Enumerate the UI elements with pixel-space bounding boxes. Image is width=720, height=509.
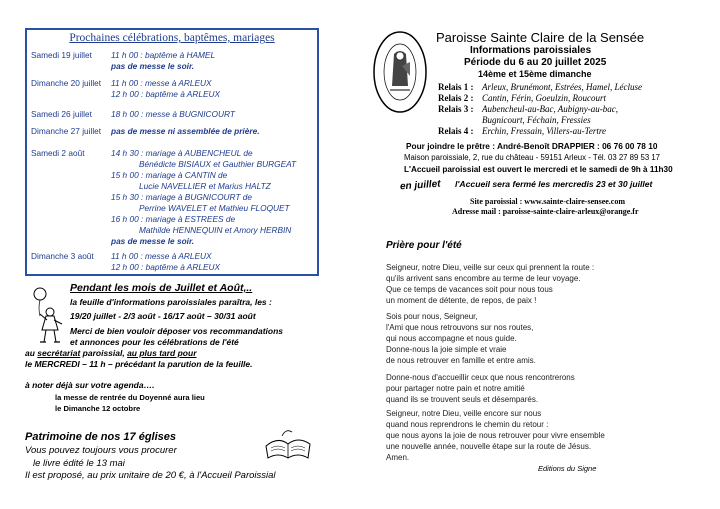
prayer-stanza: Seigneur, notre Dieu, veille encore sur nous quand nous reprendrons le chemin du retour : que nous ayons la joie de nous retrouver pour vivre ensemble une nouvelle année, nouvelle étape sur la route de Jésus. Amen. (386, 409, 605, 462)
schedule-box (25, 28, 319, 276)
relais-villages: Erchin, Fressain, Villers-au-Tertre (482, 126, 606, 136)
relais-label: Relais 4 : (438, 126, 474, 136)
accueil-closed: l'Accueil sera fermé les mercredis 23 et 30 juillet (455, 179, 653, 189)
agenda-line: le Dimanche 12 octobre (55, 404, 141, 413)
relais-villages: Bugnicourt, Féchain, Fressies (482, 115, 591, 125)
parish-sundays: 14ème et 15ème dimanche (478, 69, 592, 79)
summer-deadline: le MERCREDI – 11 h – précédant la parution de la feuille. (25, 359, 253, 369)
heritage-line: Vous pouvez toujours vous procurer (25, 445, 177, 456)
summer-thanks: Merci de bien vouloir déposer vos recommandations (70, 326, 284, 336)
schedule-day: Dimanche 20 juillet (31, 78, 102, 88)
relais-label: Relais 2 : (438, 93, 474, 103)
prayer-source: Editions du Signe (538, 464, 597, 473)
schedule-event: 11 h 00 : messe à ARLEUX 12 h 00 : baptême à ARLEUX (111, 251, 221, 272)
balloon-person-illustration (26, 284, 74, 350)
parish-info: Informations paroissiales (470, 45, 592, 56)
heritage-title: Patrimoine de nos 17 églises (25, 431, 177, 443)
priest-contact: Pour joindre le prêtre : André-Benoît DRAPPIER : 06 76 00 78 10 (406, 141, 658, 151)
schedule-day: Dimanche 3 août (31, 251, 94, 261)
july-tag: en juillet (399, 178, 441, 193)
prayer-title: Prière pour l'été (386, 240, 462, 251)
summer-dates: 19/20 juillet - 2/3 août - 16/17 août – 30/31 août (70, 311, 256, 321)
parish-logo (372, 30, 428, 114)
relais-villages: Arleux, Brunémont, Estrées, Hamel, Lécluse (482, 82, 642, 92)
agenda-line: la messe de rentrée du Doyenné aura lieu (55, 393, 205, 402)
schedule-event: 11 h 00 : baptême à HAMEL pas de messe le soir. (111, 50, 216, 71)
prayer-stanza: Seigneur, notre Dieu, veille sur ceux qui prennent la route : qu'ils arrivent sans encombre au terme de leur voyage. Que ce temps de vacances soit pour nous tous un moment de détente, de repos, de paix ! (386, 263, 595, 305)
summer-heading: Pendant les mois de Juillet et Août,.. (70, 282, 253, 294)
heritage-line: le livre édité le 13 mai (33, 458, 125, 469)
schedule-event: 11 h 00 : messe à ARLEUX 12 h 00 : baptême à ARLEUX (111, 78, 221, 99)
prayer-stanza: Sois pour nous, Seigneur, l'Ami que nous retrouvons sur nos routes, qui nous accompagne et nous guide. Donne-nous la joie simple et vraie de nous retrouver en famille et entre amis. (386, 312, 536, 365)
schedule-day: Dimanche 27 juillet (31, 126, 102, 136)
parish-house: Maison paroissiale, 2, rue du château - 59151 Arleux - Tél. 03 27 89 53 17 (404, 153, 661, 162)
parish-name: Paroisse Sainte Claire de la Sensée (436, 30, 645, 45)
relais-villages: Aubencheul-au-Bac, Aubigny-au-bac, (482, 104, 619, 114)
schedule-day: Samedi 19 juillet (31, 50, 92, 60)
schedule-event: pas de messe ni assemblée de prière. (111, 126, 260, 136)
parish-website[interactable]: Site paroissial : www.sainte-claire-sensee.com (470, 197, 626, 206)
relais-villages: Cantin, Férin, Goeulzin, Roucourt (482, 93, 606, 103)
summer-secretariat: au secrétariat paroissial, au plus tard pour (25, 348, 197, 358)
prayer-stanza: Donne-nous d'accueillir ceux que nous rencontrerons pour partager notre pain et notre amitié quand ils se trouvent seuls et désemparés. (386, 373, 575, 404)
open-book-illustration (262, 424, 314, 464)
parish-email[interactable]: Adresse mail : paroisse-sainte-claire-arleux@orange.fr (452, 207, 639, 216)
schedule-event: 18 h 00 : messe à BUGNICOURT (111, 109, 235, 119)
summer-line: la feuille d'informations paroissiales paraîtra, les : (70, 297, 272, 307)
schedule-day: Samedi 2 août (31, 148, 85, 158)
parish-period: Période du 6 au 20 juillet 2025 (464, 57, 607, 68)
agenda-heading: à noter déjà sur votre agenda…. (25, 380, 155, 390)
schedule-event: 14 h 30 : mariage à AUBENCHEUL de Bénédicte BISIAUX et Gauthier BURGEAT 15 h 00 : mariage à CANTIN de Lucie NAVELLIER et Marius HALTZ 15 h 30 : mariage à BUGNICOURT de Perrine WAVELET et Mathieu FLOQUET 16 h 00 : mariage à ESTREES de Mathilde HENNEQUIN et Amory HERBIN pas de messe le soir. (111, 148, 297, 246)
schedule-title: Prochaines célébrations, baptêmes, mariages (69, 32, 275, 44)
schedule-day: Samedi 26 juillet (31, 109, 92, 119)
heritage-line: Il est proposé, au prix unitaire de 20 €, à l'Accueil Paroissial (25, 470, 276, 481)
relais-label: Relais 3 : (438, 104, 474, 114)
relais-label: Relais 1 : (438, 82, 474, 92)
accueil-hours: L'Accueil paroissial est ouvert le mercredi et le samedi de 9h à 11h30 (404, 165, 673, 174)
summer-thanks: et annonces pour les célébrations de l'été (70, 337, 239, 347)
